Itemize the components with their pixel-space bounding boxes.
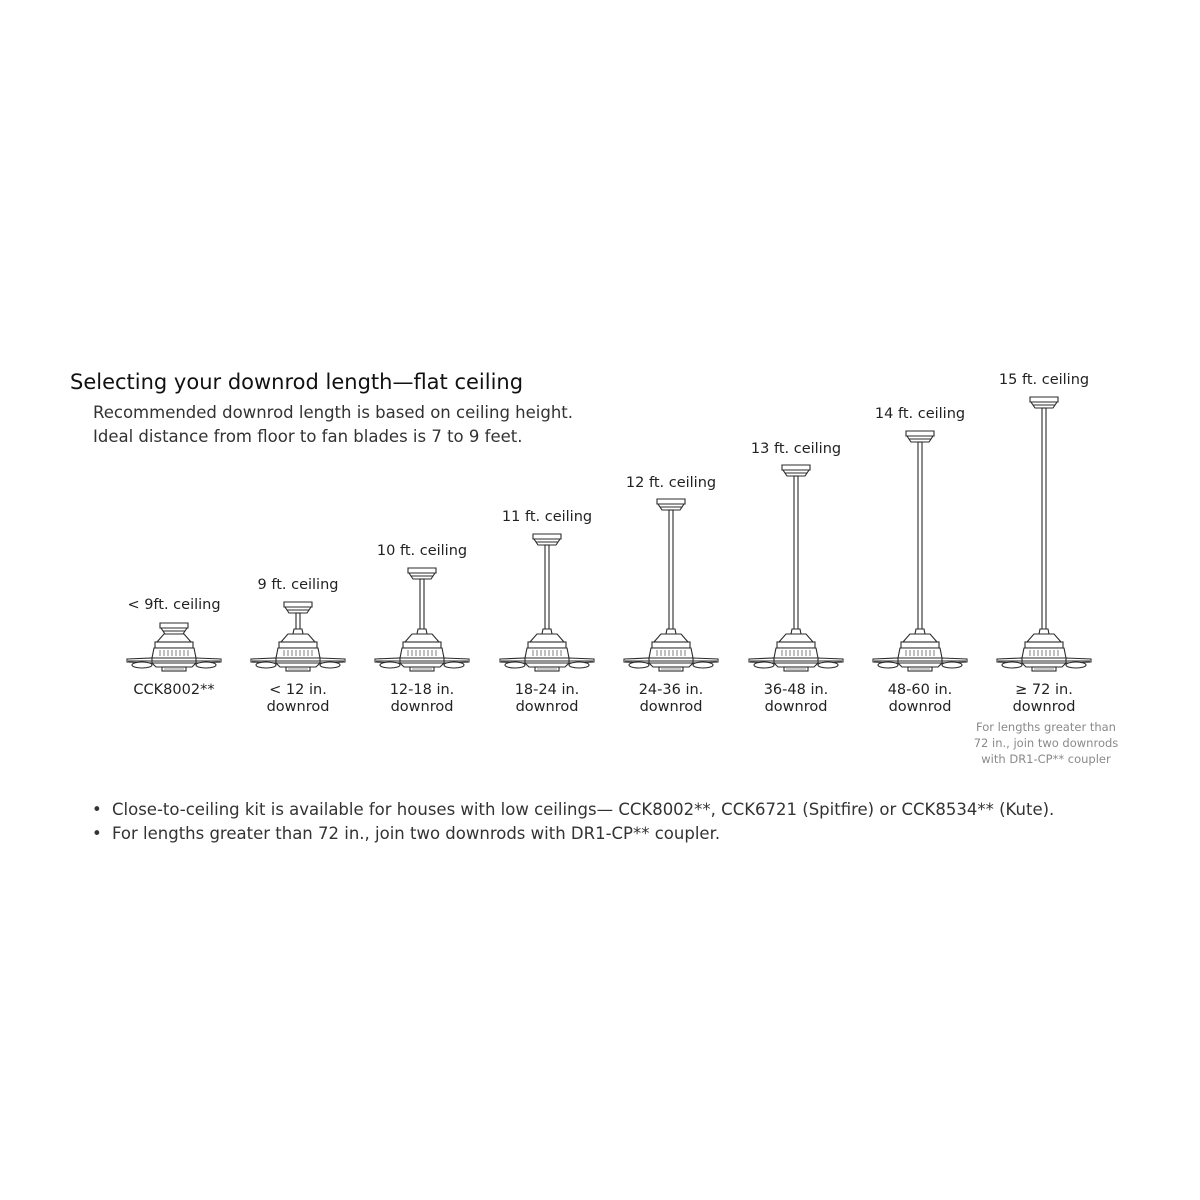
blade-iron-right: [818, 662, 838, 668]
downrod-label: 24-36 in. downrod: [638, 682, 704, 715]
switch-housing: [1022, 663, 1066, 667]
ceiling-label: 9 ft. ceiling: [257, 577, 339, 593]
motor-top: [1027, 634, 1061, 642]
fan-column: [601, 0, 741, 800]
blade-iron-right: [942, 662, 962, 668]
downrod-label: 36-48 in. downrod: [763, 682, 829, 715]
blade-iron-left: [132, 662, 152, 668]
motor-top: [779, 634, 813, 642]
bullet-icon: •: [92, 800, 102, 819]
blade-iron-left: [878, 662, 898, 668]
downrod: [296, 613, 300, 630]
blade-iron-left: [629, 662, 649, 668]
downrod-collar: [293, 629, 303, 634]
ceiling-label: < 9ft. ceiling: [127, 597, 221, 613]
blade-iron-right: [569, 662, 589, 668]
downrod-label: 48-60 in. downrod: [887, 682, 953, 715]
blade-iron-left: [1002, 662, 1022, 668]
canopy-top: [657, 499, 685, 504]
coupler-note: For lengths greater than 72 in., join two downrods with DR1-CP** coupler: [973, 720, 1119, 766]
blade-iron-left: [256, 662, 276, 668]
motor-body: [1022, 648, 1066, 658]
downrod-label: 18-24 in. downrod: [514, 682, 580, 715]
ceiling-label: 14 ft. ceiling: [874, 406, 966, 422]
switch-housing: [649, 663, 693, 667]
ceiling-fan-icon: [228, 0, 368, 800]
downrod-label: < 12 in. downrod: [266, 682, 330, 715]
motor-body: [276, 648, 320, 658]
motor-body: [400, 648, 444, 658]
downrod: [669, 510, 673, 630]
blade-iron-right: [320, 662, 340, 668]
downrod-label: ≥ 72 in. downrod: [1012, 682, 1076, 715]
blade-iron-left: [380, 662, 400, 668]
downrod-collar: [1039, 629, 1049, 634]
bullet-icon: •: [92, 824, 102, 843]
motor-top: [405, 634, 439, 642]
ceiling-fan-icon: [352, 0, 492, 800]
motor-band: [1025, 642, 1063, 648]
motor-band: [528, 642, 566, 648]
bullet-item: • Close-to-ceiling kit is available for houses with low ceilings— CCK8002**, CCK6721 (Spitfire) or CCK8534** (Kute).: [90, 798, 1054, 822]
blade-iron-left: [505, 662, 525, 668]
motor-top: [157, 634, 191, 642]
ceiling-fan-icon: [477, 0, 617, 800]
motor-body: [525, 648, 569, 658]
downrod-collar: [417, 629, 427, 634]
subtitle-line-1: Recommended downrod length is based on ceiling height.: [93, 403, 573, 422]
page-title: Selecting your downrod length—flat ceiling: [70, 370, 524, 394]
switch-housing: [525, 663, 569, 667]
blade-iron-right: [1066, 662, 1086, 668]
blade-iron-right: [444, 662, 464, 668]
motor-band: [403, 642, 441, 648]
ceiling-label: 10 ft. ceiling: [376, 543, 468, 559]
downrod-collar: [542, 629, 552, 634]
fan-column: [228, 0, 368, 800]
motor-band: [901, 642, 939, 648]
motor-top: [281, 634, 315, 642]
ceiling-label: 15 ft. ceiling: [998, 372, 1090, 388]
ceiling-label: 11 ft. ceiling: [501, 509, 593, 525]
fan-column: [850, 0, 990, 800]
motor-body: [898, 648, 942, 658]
motor-band: [155, 642, 193, 648]
downrod: [1042, 408, 1046, 630]
motor-top: [530, 634, 564, 642]
blade-iron-right: [196, 662, 216, 668]
canopy-top: [284, 602, 312, 607]
canopy-top: [782, 465, 810, 470]
downrod: [545, 545, 549, 630]
switch-housing: [152, 663, 196, 667]
downrod: [420, 579, 424, 630]
motor-body: [649, 648, 693, 658]
fan-column: [104, 0, 244, 800]
downrod: [918, 442, 922, 630]
switch-housing: [774, 663, 818, 667]
ceiling-label: 12 ft. ceiling: [625, 475, 717, 491]
bullet-item: • For lengths greater than 72 in., join two downrods with DR1-CP** coupler.: [90, 822, 1054, 846]
downrod-label: CCK8002**: [133, 682, 215, 698]
canopy-top: [408, 568, 436, 573]
motor-band: [777, 642, 815, 648]
downrod-collar: [791, 629, 801, 634]
switch-housing: [276, 663, 320, 667]
motor-body: [152, 648, 196, 658]
downrod-collar: [915, 629, 925, 634]
subtitle-line-2: Ideal distance from floor to fan blades is 7 to 9 feet.: [93, 427, 523, 446]
ceiling-fan-icon: [726, 0, 866, 800]
canopy-top: [533, 534, 561, 539]
switch-housing: [400, 663, 444, 667]
motor-band: [652, 642, 690, 648]
canopy-top: [160, 623, 188, 628]
motor-top: [654, 634, 688, 642]
downrod-collar: [666, 629, 676, 634]
fan-column: [726, 0, 866, 800]
downrod-label: 12-18 in. downrod: [389, 682, 455, 715]
fan-column: [974, 0, 1114, 800]
ceiling-fan-icon: [974, 0, 1114, 800]
ceiling-fan-icon: [850, 0, 990, 800]
motor-top: [903, 634, 937, 642]
bullet-list: [90, 798, 1054, 846]
canopy-top: [906, 431, 934, 436]
blade-iron-right: [693, 662, 713, 668]
canopy-top: [1030, 397, 1058, 402]
motor-body: [774, 648, 818, 658]
fan-column: [477, 0, 617, 800]
fan-column: [352, 0, 492, 800]
motor-band: [279, 642, 317, 648]
downrod: [794, 476, 798, 630]
ceiling-fan-icon: [601, 0, 741, 800]
blade-iron-left: [754, 662, 774, 668]
ceiling-fan-icon: [104, 0, 244, 800]
ceiling-label: 13 ft. ceiling: [750, 441, 842, 457]
switch-housing: [898, 663, 942, 667]
